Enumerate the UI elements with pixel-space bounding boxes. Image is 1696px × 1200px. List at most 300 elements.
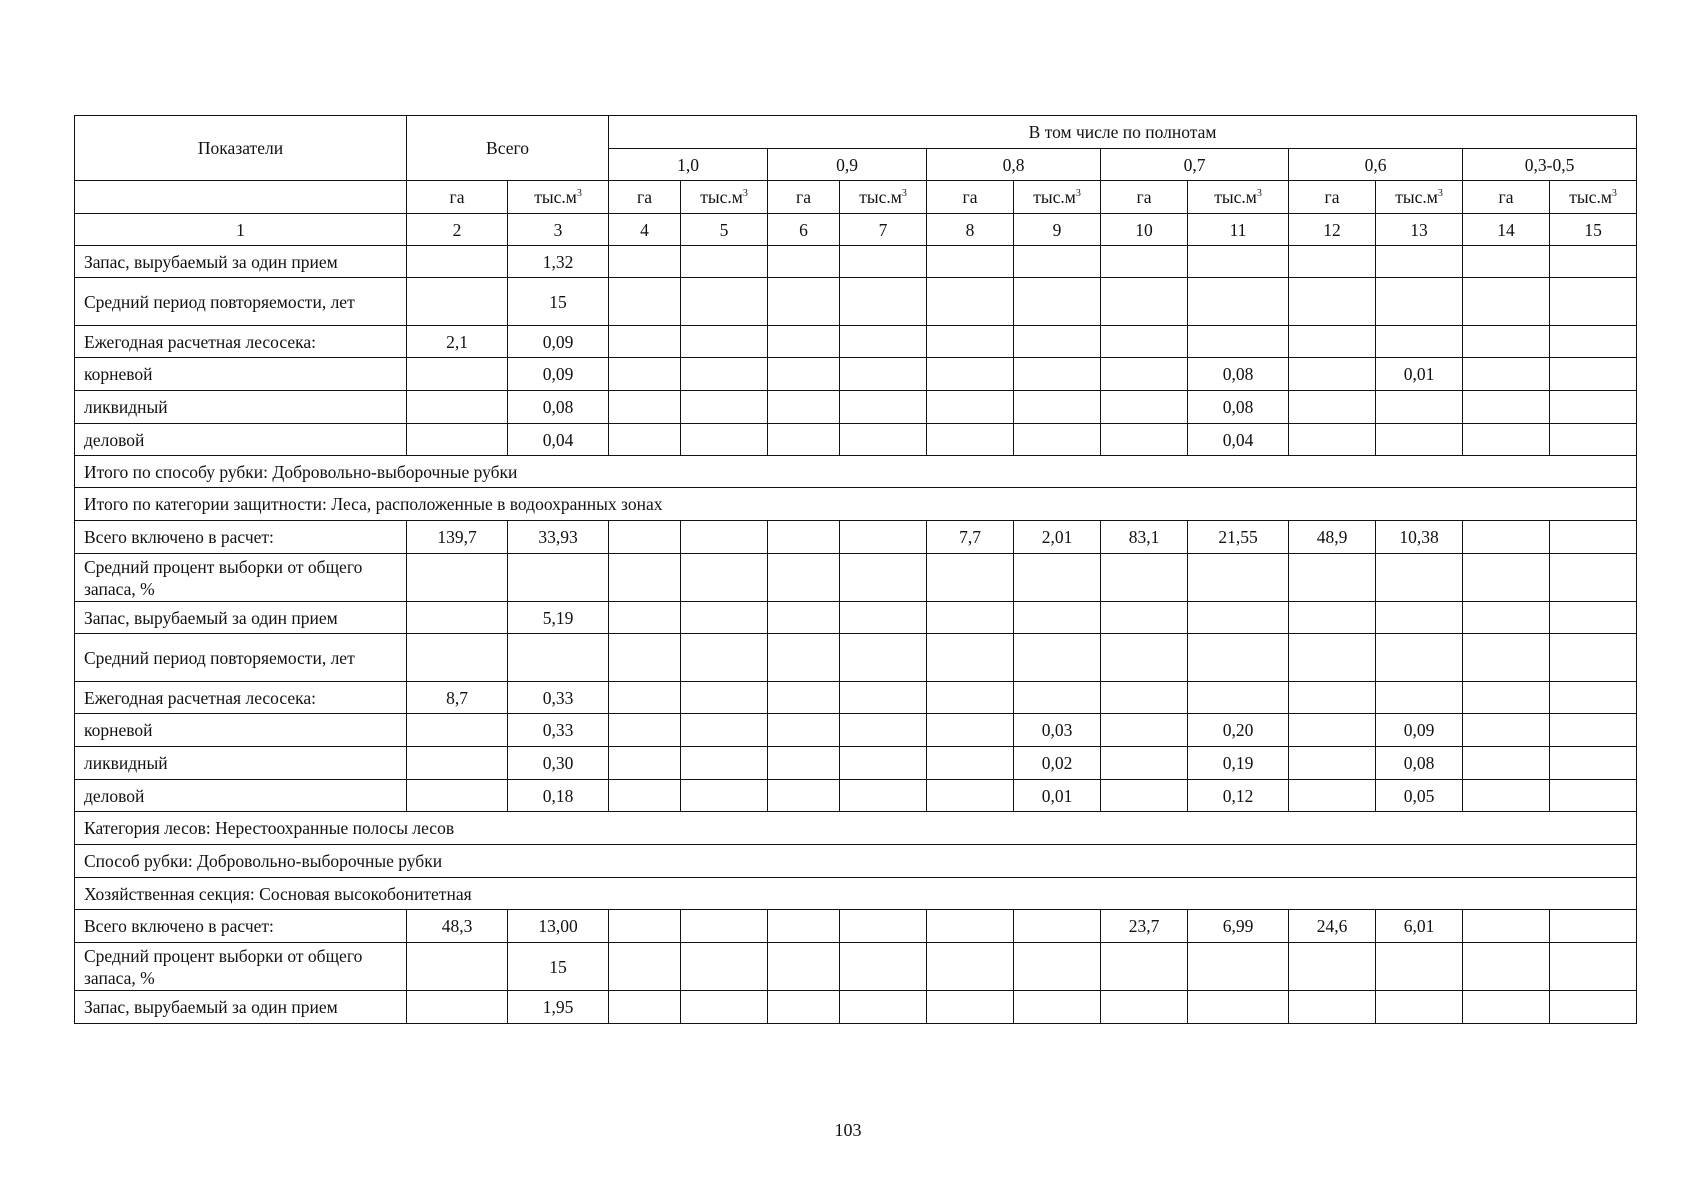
header-density-3: 0,8 xyxy=(927,149,1101,181)
section-row xyxy=(75,456,1637,488)
table-cell xyxy=(1463,747,1550,780)
table-row xyxy=(75,714,1637,747)
table-cell: 0,01 xyxy=(1376,358,1463,391)
table-cell: 1,32 xyxy=(508,246,609,278)
table-cell xyxy=(609,714,681,747)
column-number: 5 xyxy=(681,214,768,246)
table-cell: 48,9 xyxy=(1289,521,1376,554)
unit-volume-superscript: 3 xyxy=(1437,188,1443,199)
table-cell xyxy=(1101,278,1188,326)
table-cell: 7,7 xyxy=(927,521,1014,554)
table-cell xyxy=(1289,991,1376,1024)
table-cell xyxy=(840,943,927,991)
header-unit-volume xyxy=(681,181,768,214)
table-row xyxy=(75,358,1637,391)
table-cell xyxy=(768,991,840,1024)
header-unit-ha: га xyxy=(1101,181,1188,214)
row-label: Средний процент выборки от общего запаса, % xyxy=(75,943,407,991)
table-cell xyxy=(407,634,508,682)
section-row xyxy=(75,845,1637,878)
table-cell xyxy=(927,246,1014,278)
table-cell xyxy=(1101,714,1188,747)
table-cell xyxy=(840,682,927,714)
table-cell xyxy=(609,554,681,602)
table-cell xyxy=(407,358,508,391)
table-cell xyxy=(1550,991,1637,1024)
table-cell xyxy=(681,991,768,1024)
table-cell: 0,18 xyxy=(508,780,609,812)
table-cell: 0,12 xyxy=(1188,780,1289,812)
column-number: 4 xyxy=(609,214,681,246)
table-cell xyxy=(840,326,927,358)
column-number: 9 xyxy=(1014,214,1101,246)
table-cell xyxy=(681,358,768,391)
table-cell xyxy=(768,278,840,326)
table-cell xyxy=(1014,554,1101,602)
table-cell xyxy=(681,943,768,991)
row-label: Всего включено в расчет: xyxy=(75,910,407,943)
table-cell xyxy=(1101,602,1188,634)
table-cell: 0,05 xyxy=(1376,780,1463,812)
page-number: 103 xyxy=(834,1120,862,1140)
table-cell xyxy=(1289,602,1376,634)
table-cell: 139,7 xyxy=(407,521,508,554)
table-cell xyxy=(1101,246,1188,278)
table-cell xyxy=(407,714,508,747)
table-cell xyxy=(1289,326,1376,358)
table-row xyxy=(75,554,1637,602)
table-cell: 1,95 xyxy=(508,991,609,1024)
section-label: Хозяйственная секция: Сосновая высокобонитетная xyxy=(75,878,1637,910)
table-cell: 0,03 xyxy=(1014,714,1101,747)
table-cell xyxy=(840,714,927,747)
table-cell xyxy=(1014,358,1101,391)
unit-volume-superscript: 3 xyxy=(742,188,748,199)
table-row xyxy=(75,634,1637,682)
table-cell xyxy=(1463,278,1550,326)
table-row xyxy=(75,780,1637,812)
table-row xyxy=(75,910,1637,943)
table-cell xyxy=(609,391,681,424)
table-cell xyxy=(840,910,927,943)
column-number: 11 xyxy=(1188,214,1289,246)
header-density-4: 0,7 xyxy=(1101,149,1289,181)
table-cell xyxy=(927,326,1014,358)
row-label: Ежегодная расчетная лесосека: xyxy=(75,682,407,714)
table-cell xyxy=(1550,554,1637,602)
table-cell: 21,55 xyxy=(1188,521,1289,554)
table-cell xyxy=(1376,246,1463,278)
table-cell xyxy=(1188,602,1289,634)
table-cell xyxy=(609,326,681,358)
section-label: Итого по способу рубки: Добровольно-выборочные рубки xyxy=(75,456,1637,488)
table-cell xyxy=(768,602,840,634)
table-cell xyxy=(1101,424,1188,456)
header-unit-ha: га xyxy=(927,181,1014,214)
table-cell xyxy=(927,602,1014,634)
table-cell xyxy=(1550,521,1637,554)
table-cell xyxy=(407,278,508,326)
row-label: Средний период повторяемости, лет xyxy=(75,278,407,326)
table-cell xyxy=(407,424,508,456)
table-cell xyxy=(1289,780,1376,812)
table-cell xyxy=(1188,554,1289,602)
table-cell xyxy=(840,391,927,424)
table-cell xyxy=(1550,278,1637,326)
unit-volume-superscript: 3 xyxy=(1075,188,1081,199)
table-cell xyxy=(840,424,927,456)
table-cell xyxy=(508,634,609,682)
table-cell xyxy=(681,747,768,780)
table-cell xyxy=(1014,326,1101,358)
table-cell xyxy=(1463,682,1550,714)
row-label: Запас, вырубаемый за один прием xyxy=(75,602,407,634)
table-cell: 0,33 xyxy=(508,714,609,747)
table-cell xyxy=(1188,278,1289,326)
table-cell xyxy=(1376,326,1463,358)
table-cell xyxy=(1014,246,1101,278)
table-cell xyxy=(1376,391,1463,424)
table-row xyxy=(75,326,1637,358)
table-cell xyxy=(1014,682,1101,714)
table-cell xyxy=(768,714,840,747)
unit-volume-text: тыс.м xyxy=(700,187,743,207)
table-cell xyxy=(840,747,927,780)
unit-volume-text: тыс.м xyxy=(534,187,577,207)
table-cell xyxy=(407,991,508,1024)
table-cell xyxy=(1101,554,1188,602)
table-cell xyxy=(1463,326,1550,358)
column-number: 6 xyxy=(768,214,840,246)
table-row xyxy=(75,602,1637,634)
table-cell: 15 xyxy=(508,278,609,326)
table-cell xyxy=(1550,358,1637,391)
section-label: Способ рубки: Добровольно-выборочные рубки xyxy=(75,845,1637,878)
column-number: 2 xyxy=(407,214,508,246)
table-cell xyxy=(1550,943,1637,991)
unit-volume-text: тыс.м xyxy=(859,187,902,207)
table-cell xyxy=(681,391,768,424)
table-cell xyxy=(1376,991,1463,1024)
table-cell xyxy=(927,991,1014,1024)
table-cell: 0,04 xyxy=(508,424,609,456)
table-cell xyxy=(508,554,609,602)
table-cell: 0,08 xyxy=(1188,358,1289,391)
table-cell xyxy=(1101,943,1188,991)
table-cell xyxy=(927,747,1014,780)
table-cell xyxy=(768,358,840,391)
row-label: деловой xyxy=(75,424,407,456)
table-cell xyxy=(1463,554,1550,602)
table-cell: 0,02 xyxy=(1014,747,1101,780)
table-cell: 0,33 xyxy=(508,682,609,714)
table-cell: 15 xyxy=(508,943,609,991)
table-row xyxy=(75,246,1637,278)
table-cell xyxy=(1289,714,1376,747)
table-cell xyxy=(1376,554,1463,602)
table-cell xyxy=(609,910,681,943)
table-cell xyxy=(1463,521,1550,554)
unit-volume-text: тыс.м xyxy=(1395,187,1438,207)
table-cell: 0,08 xyxy=(1188,391,1289,424)
table-cell xyxy=(1376,424,1463,456)
table-cell: 0,01 xyxy=(1014,780,1101,812)
column-number: 1 xyxy=(75,214,407,246)
table-cell xyxy=(609,278,681,326)
table-cell xyxy=(1289,424,1376,456)
table-cell xyxy=(768,521,840,554)
table-cell xyxy=(1188,634,1289,682)
table-cell xyxy=(1188,991,1289,1024)
table-cell xyxy=(927,554,1014,602)
table-cell xyxy=(681,780,768,812)
table-cell xyxy=(1376,602,1463,634)
table-cell xyxy=(768,747,840,780)
table-cell xyxy=(1463,991,1550,1024)
table-cell xyxy=(407,747,508,780)
table-cell xyxy=(681,602,768,634)
table-cell xyxy=(609,780,681,812)
table-cell: 5,19 xyxy=(508,602,609,634)
header-density-6: 0,3-0,5 xyxy=(1463,149,1637,181)
table-cell: 6,99 xyxy=(1188,910,1289,943)
table-cell xyxy=(1550,682,1637,714)
header-unit-ha: га xyxy=(407,181,508,214)
table-cell xyxy=(1463,780,1550,812)
table-cell: 0,20 xyxy=(1188,714,1289,747)
table-cell xyxy=(681,634,768,682)
table-cell xyxy=(609,943,681,991)
table-cell xyxy=(1289,246,1376,278)
table-cell xyxy=(840,634,927,682)
table-cell xyxy=(768,554,840,602)
table-cell xyxy=(768,780,840,812)
table-row xyxy=(75,747,1637,780)
unit-volume-superscript: 3 xyxy=(1256,188,1262,199)
header-units-empty xyxy=(75,181,407,214)
unit-volume-text: тыс.м xyxy=(1214,187,1257,207)
row-label: Запас, вырубаемый за один прием xyxy=(75,246,407,278)
table-cell xyxy=(1376,278,1463,326)
table-cell xyxy=(681,682,768,714)
table-cell xyxy=(407,554,508,602)
table-cell xyxy=(1550,424,1637,456)
table-cell xyxy=(1463,602,1550,634)
table-cell xyxy=(927,682,1014,714)
table-cell xyxy=(1289,358,1376,391)
table-cell xyxy=(1014,278,1101,326)
table-cell xyxy=(927,358,1014,391)
table-cell: 0,09 xyxy=(1376,714,1463,747)
table-cell xyxy=(609,246,681,278)
header-numbers-row xyxy=(75,214,1637,246)
table-cell: 0,04 xyxy=(1188,424,1289,456)
table-cell xyxy=(407,391,508,424)
table-cell: 8,7 xyxy=(407,682,508,714)
table-cell xyxy=(1550,326,1637,358)
section-row xyxy=(75,488,1637,521)
table-cell xyxy=(609,747,681,780)
table-cell xyxy=(1289,943,1376,991)
unit-volume-text: тыс.м xyxy=(1033,187,1076,207)
table-cell xyxy=(840,521,927,554)
table-cell xyxy=(927,424,1014,456)
column-number: 13 xyxy=(1376,214,1463,246)
table-cell xyxy=(407,943,508,991)
header-units-row xyxy=(75,181,1637,214)
table-cell xyxy=(1463,246,1550,278)
table-cell xyxy=(681,326,768,358)
table-cell: 0,09 xyxy=(508,358,609,391)
header-unit-volume xyxy=(1014,181,1101,214)
table-cell xyxy=(1463,424,1550,456)
table-cell xyxy=(1289,682,1376,714)
table-cell xyxy=(1101,391,1188,424)
row-label: Средний процент выборки от общего запаса, % xyxy=(75,554,407,602)
table-cell xyxy=(768,424,840,456)
header-by-density: В том числе по полнотам xyxy=(609,116,1637,149)
section-row xyxy=(75,878,1637,910)
table-cell xyxy=(1014,943,1101,991)
table-cell xyxy=(1188,326,1289,358)
table-cell xyxy=(609,602,681,634)
table-cell xyxy=(1463,943,1550,991)
section-label: Итого по категории защитности: Леса, расположенные в водоохранных зонах xyxy=(75,488,1637,521)
table-cell xyxy=(840,358,927,391)
header-density-2: 0,9 xyxy=(768,149,927,181)
column-number: 15 xyxy=(1550,214,1637,246)
table-cell xyxy=(1550,747,1637,780)
unit-volume-superscript: 3 xyxy=(576,188,582,199)
table-cell xyxy=(1550,714,1637,747)
table-cell xyxy=(927,910,1014,943)
table-cell xyxy=(407,246,508,278)
table-cell xyxy=(927,943,1014,991)
table-cell xyxy=(927,714,1014,747)
header-unit-volume xyxy=(1550,181,1637,214)
table-cell xyxy=(1289,634,1376,682)
row-label: ликвидный xyxy=(75,747,407,780)
unit-volume-superscript: 3 xyxy=(1611,188,1617,199)
header-density-1: 1,0 xyxy=(609,149,768,181)
table-cell: 48,3 xyxy=(407,910,508,943)
table-cell xyxy=(407,602,508,634)
table-cell xyxy=(768,246,840,278)
forest-table xyxy=(74,115,1637,1024)
table-cell xyxy=(768,910,840,943)
table-cell xyxy=(1101,780,1188,812)
header-unit-ha: га xyxy=(1463,181,1550,214)
table-row xyxy=(75,991,1637,1024)
table-cell xyxy=(1188,246,1289,278)
table-cell xyxy=(1289,391,1376,424)
table-row xyxy=(75,521,1637,554)
table-row xyxy=(75,424,1637,456)
table-cell xyxy=(609,358,681,391)
row-label: Запас, вырубаемый за один прием xyxy=(75,991,407,1024)
header-indicators: Показатели xyxy=(75,116,407,181)
table-row xyxy=(75,943,1637,991)
table-cell xyxy=(1289,278,1376,326)
table-cell xyxy=(681,714,768,747)
table-cell xyxy=(1550,246,1637,278)
header-unit-ha: га xyxy=(609,181,681,214)
header-total: Всего xyxy=(407,116,609,181)
row-label: Ежегодная расчетная лесосека: xyxy=(75,326,407,358)
table-cell xyxy=(840,780,927,812)
header-density-5: 0,6 xyxy=(1289,149,1463,181)
section-row xyxy=(75,812,1637,845)
table-cell xyxy=(407,780,508,812)
table-cell xyxy=(1014,991,1101,1024)
table-cell xyxy=(840,246,927,278)
table-cell xyxy=(1376,943,1463,991)
table-cell xyxy=(1188,682,1289,714)
table-cell xyxy=(927,634,1014,682)
table-cell xyxy=(609,424,681,456)
table-cell xyxy=(1376,682,1463,714)
table-cell xyxy=(681,910,768,943)
unit-volume-text: тыс.м xyxy=(1569,187,1612,207)
row-label: корневой xyxy=(75,358,407,391)
table-cell: 13,00 xyxy=(508,910,609,943)
table-cell xyxy=(609,682,681,714)
table-cell xyxy=(1463,358,1550,391)
table-cell xyxy=(927,278,1014,326)
table-cell xyxy=(1101,358,1188,391)
table-cell xyxy=(1101,747,1188,780)
table-cell xyxy=(1463,910,1550,943)
table-cell: 33,93 xyxy=(508,521,609,554)
table-cell xyxy=(1550,910,1637,943)
table-cell xyxy=(609,991,681,1024)
unit-volume-superscript: 3 xyxy=(901,188,907,199)
table-cell xyxy=(1101,634,1188,682)
section-label: Категория лесов: Нерестоохранные полосы лесов xyxy=(75,812,1637,845)
table-cell: 83,1 xyxy=(1101,521,1188,554)
table-cell xyxy=(840,278,927,326)
table-cell xyxy=(1550,780,1637,812)
table-cell xyxy=(1550,391,1637,424)
table-cell xyxy=(1101,991,1188,1024)
table-cell: 24,6 xyxy=(1289,910,1376,943)
table-cell xyxy=(840,991,927,1024)
table-cell: 0,19 xyxy=(1188,747,1289,780)
table-cell: 2,01 xyxy=(1014,521,1101,554)
header-unit-volume xyxy=(1376,181,1463,214)
table-cell xyxy=(1014,602,1101,634)
column-number: 3 xyxy=(508,214,609,246)
row-label: деловой xyxy=(75,780,407,812)
table-cell xyxy=(1101,326,1188,358)
column-number: 7 xyxy=(840,214,927,246)
table-row xyxy=(75,278,1637,326)
header-row-1 xyxy=(75,116,1637,149)
table-cell xyxy=(609,521,681,554)
table-cell xyxy=(1463,391,1550,424)
table-cell xyxy=(840,602,927,634)
table-cell xyxy=(1188,943,1289,991)
row-label: ликвидный xyxy=(75,391,407,424)
table-cell xyxy=(1014,391,1101,424)
table-row xyxy=(75,391,1637,424)
header-unit-volume xyxy=(508,181,609,214)
table-cell xyxy=(1289,747,1376,780)
table-cell xyxy=(1014,634,1101,682)
table-cell: 2,1 xyxy=(407,326,508,358)
table-cell xyxy=(768,682,840,714)
column-number: 8 xyxy=(927,214,1014,246)
